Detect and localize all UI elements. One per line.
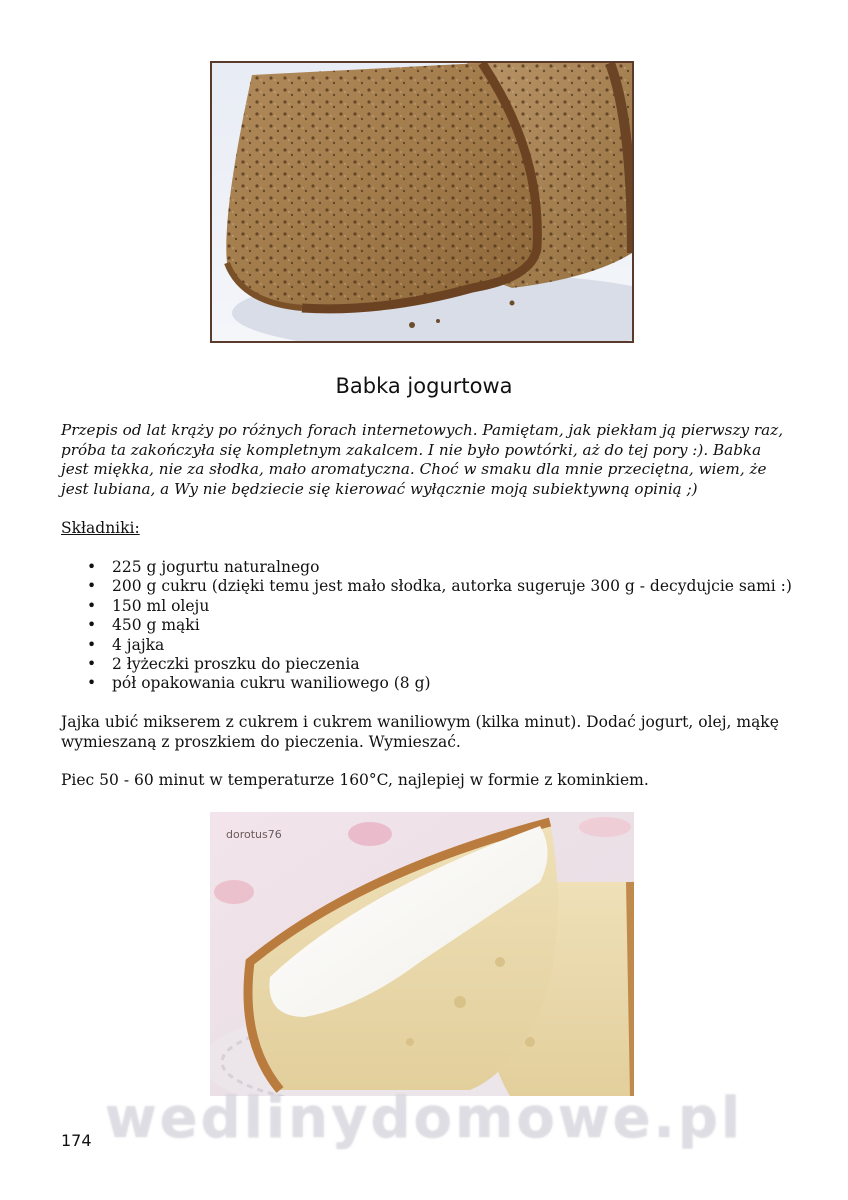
ingredient-item	[61, 655, 801, 674]
cake-photo-top	[210, 61, 634, 343]
bullet-icon: •	[87, 635, 97, 654]
ingredient-item	[61, 577, 801, 596]
recipe-title: Babka jogurtowa	[335, 374, 513, 398]
bullet-icon: •	[87, 558, 97, 576]
ingredient-text: 200 g cukru (dzięki temu jest mało słodka, autorka sugeruje 300 g - decydujcie sami :)	[112, 577, 792, 596]
bullet-icon: •	[87, 655, 97, 674]
method-paragraph: Jajka ubić mikserem z cukrem i cukrem waniliowym (kilka minut). Dodać jogurt, olej, mąkę wymieszaną z proszkiem do pieczenia. Wymieszać.	[61, 713, 779, 751]
page-number: 174	[61, 1131, 92, 1150]
ingredients-heading: Składniki:	[61, 519, 140, 537]
ingredient-item	[61, 558, 801, 577]
ingredient-text: 150 ml oleju	[112, 596, 210, 615]
glazed-cake-illustration	[210, 812, 634, 1096]
ingredient-text: 4 jajka	[112, 635, 165, 654]
baking-paragraph: Piec 50 - 60 minut w temperaturze 160°C, najlepiej w formie z kominkiem.	[61, 771, 649, 789]
site-watermark: wedlinydomowe.pl	[104, 1086, 744, 1151]
bullet-icon: •	[87, 674, 97, 693]
bullet-icon: •	[87, 577, 97, 596]
bullet-icon: •	[87, 596, 97, 615]
ingredient-item	[61, 674, 801, 693]
ingredient-item	[61, 597, 801, 616]
ingredient-text: pół opakowania cukru waniliowego (8 g)	[112, 674, 431, 693]
ingredient-text: 225 g jogurtu naturalnego	[112, 558, 320, 576]
ingredients-list	[61, 558, 801, 694]
ingredient-text: 2 łyżeczki proszku do pieczenia	[112, 655, 360, 674]
photo-signature: dorotus76	[226, 828, 282, 841]
recipe-intro: Przepis od lat krąży po różnych forach internetowych. Pamiętam, jak piekłam ją pierwszy raz, próba ta zakończyła się kompletnym zakalcem. I nie było powtórki, aż do tej pory :). Babka jest miękka, nie za słodka, mało aromatyczna. Choć w smaku dla mnie przeciętna, wiem, że jest lubiana, a Wy nie będziecie się kierować wyłącznie moją subiektywną opinią ;)	[61, 421, 784, 498]
ingredient-item	[61, 616, 801, 635]
ingredient-item	[61, 636, 801, 655]
cake-slices-illustration	[212, 63, 632, 341]
bullet-icon: •	[87, 616, 97, 635]
ingredient-text: 450 g mąki	[112, 616, 200, 635]
cake-photo-bottom	[210, 812, 634, 1096]
